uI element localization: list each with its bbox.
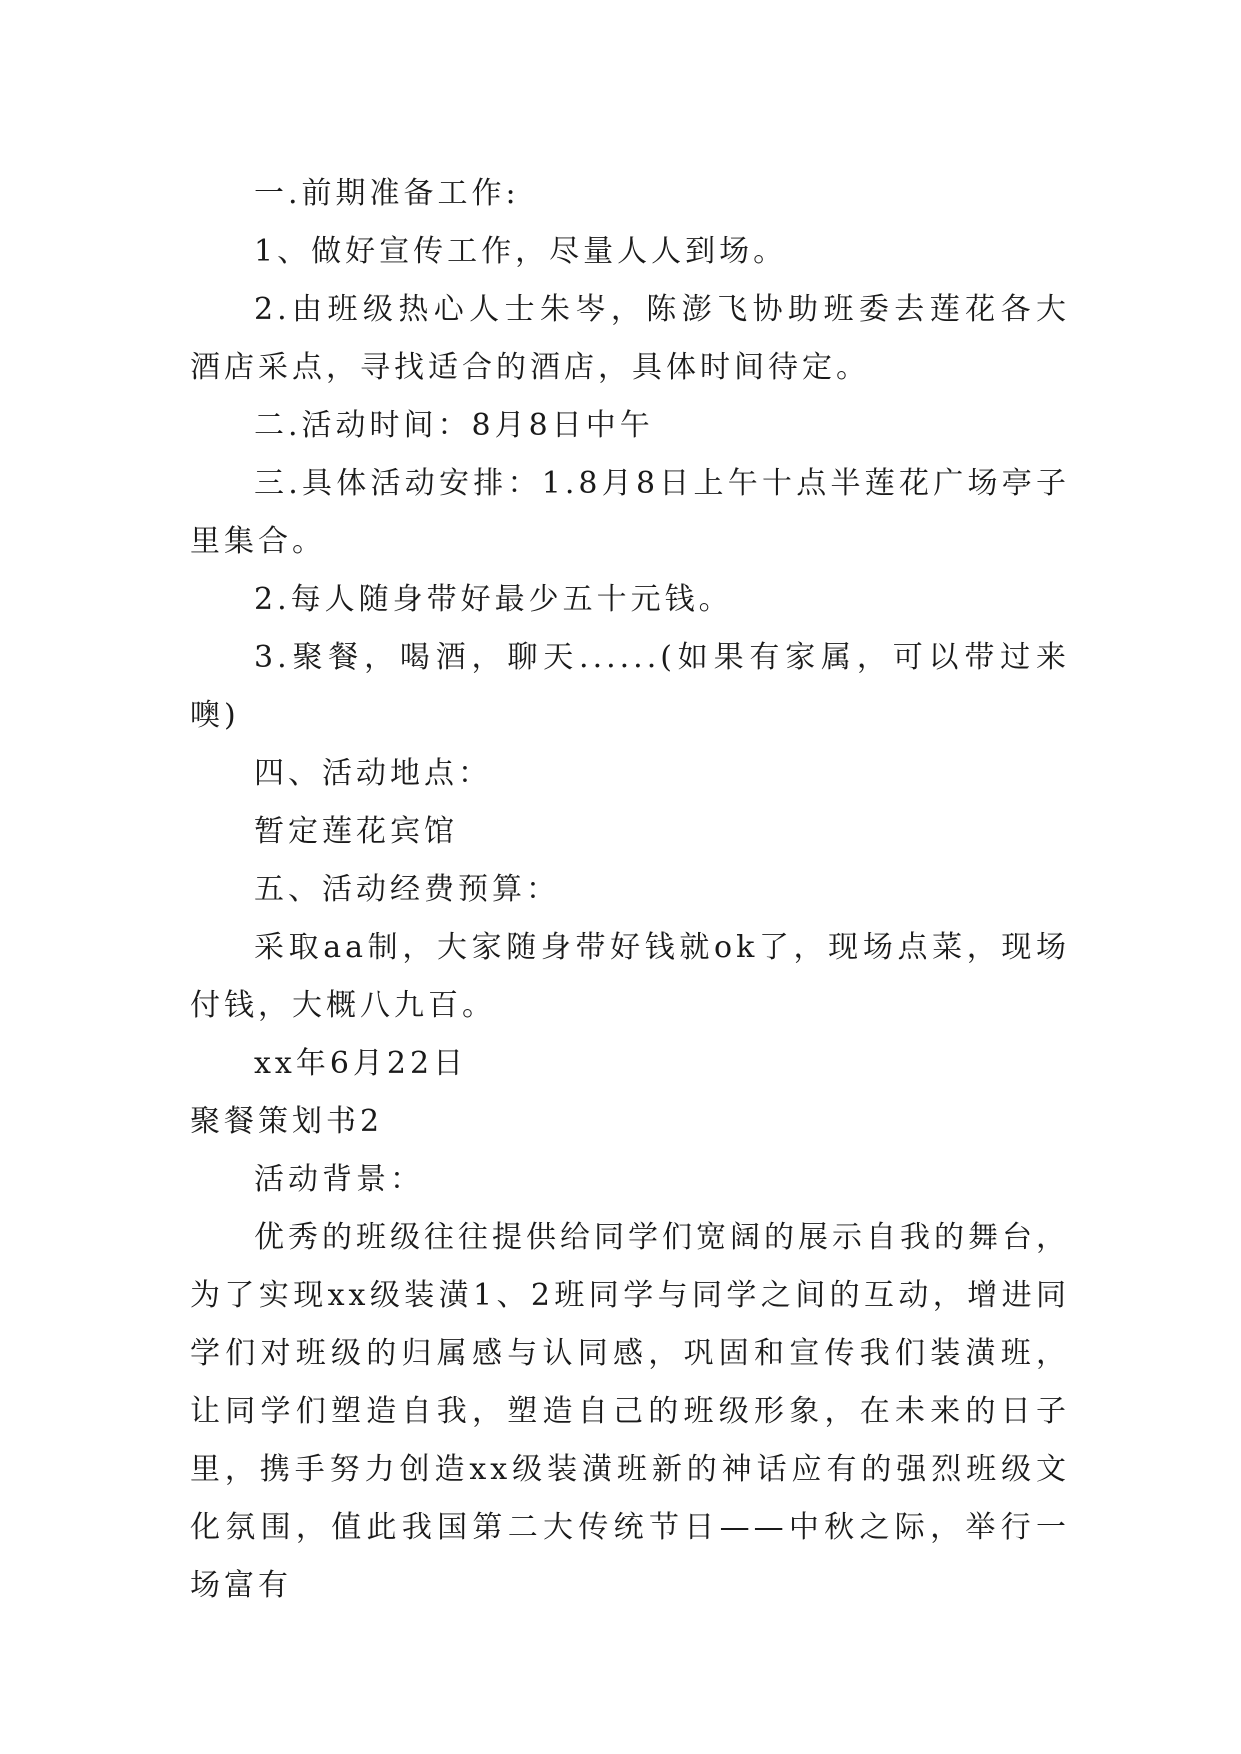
section-heading-location: 四、活动地点： bbox=[254, 756, 492, 791]
section-heading-budget: 五、活动经费预算： bbox=[254, 872, 560, 907]
paragraph: 采取aa制，大家随身带好钱就ok了，现场点菜，现场付钱，大概八九百。 bbox=[190, 930, 1070, 1023]
paragraph: 1、做好宣传工作，尽量人人到场。 bbox=[254, 234, 788, 269]
section-heading-schedule: 三.具体活动安排：1.8月8日上午十点半莲花广场亭子里集合。 bbox=[190, 466, 1070, 559]
paragraph: 3.聚餐，喝酒，聊天......(如果有家属，可以带过来噢) bbox=[190, 640, 1070, 733]
section-heading-preparation: 一.前期准备工作: bbox=[254, 176, 520, 211]
paragraph: 优秀的班级往往提供给同学们宽阔的展示自我的舞台，为了实现xx级装潢1、2班同学与同学之间的互动，增进同学们对班级的归属感与认同感，巩固和宣传我们装潢班，让同学们塑造自我，塑造自己的班级形象，在未来的日子里，携手努力创造xx级装潢班新的神话应有的强烈班级文化氛围，值此我国第二大传统节日——中秋之际，举行一场富有 bbox=[190, 1220, 1070, 1603]
document-date: xx年6月22日 bbox=[254, 1046, 468, 1081]
section-heading-time: 二.活动时间：8月8日中午 bbox=[254, 408, 654, 443]
paragraph: 2.每人随身带好最少五十元钱。 bbox=[254, 582, 733, 617]
paragraph: 暂定莲花宾馆 bbox=[254, 814, 458, 849]
document-title: 聚餐策划书2 bbox=[190, 1104, 384, 1139]
paragraph: 2.由班级热心人士朱岑，陈澎飞协助班委去莲花各大酒店采点，寻找适合的酒店，具体时间待定。 bbox=[190, 292, 1070, 385]
document-body bbox=[190, 165, 1070, 1615]
section-heading-background: 活动背景： bbox=[254, 1162, 424, 1197]
